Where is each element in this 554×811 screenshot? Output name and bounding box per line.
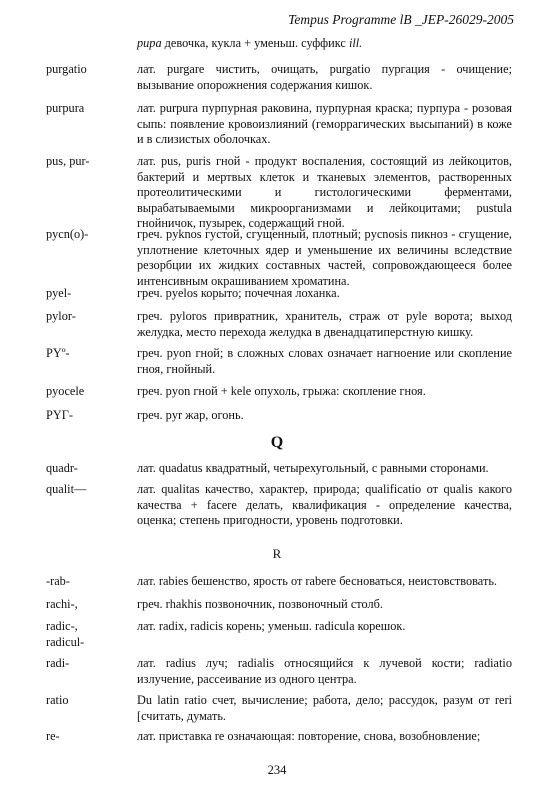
entry-definition: греч. pyr жар, огонь. (137, 408, 244, 422)
entry-term: re- (46, 729, 60, 743)
section-heading-q: Q (270, 434, 284, 451)
entry-definition: греч. rhakhis позвоночник, позвоночный столб. (137, 597, 383, 611)
section-heading-r: R (272, 546, 282, 561)
entry-definition: лат. приставка re означающая: повторение, снова, возобновление; (137, 729, 481, 743)
entry-term: PYГ- (46, 408, 73, 422)
entry-term: quadr- (46, 461, 78, 475)
entry-term: pycn(o)- (46, 227, 89, 241)
entry-term: radic-, radicul- (46, 619, 85, 649)
entry-definition: pupa девочка, кукла + уменьш. суффикс ill. (137, 36, 363, 50)
entry-definition: лат. qualitas качество, характер, природа; qualificatio от qualis какого качества + facere делать, квалификация - определение качества, оценка; степень пригодности, уровень подготовки. (137, 482, 512, 528)
entry-term: pyocele (46, 384, 85, 398)
entry-term: purpura (46, 101, 85, 115)
entry-definition: лат. purgare чистить, очищать, purgatio пургация - очищение; вызывание опорожнения содержания кишок. (137, 62, 512, 92)
entry-term: purgatio (46, 62, 87, 76)
entry-definition: Du latin ratio счет, вычисление; работа, дело; рассудок, разум от reri [считать, думать. (137, 693, 512, 723)
entry-definition: греч. pyelos корыто; почечная лоханка. (137, 286, 340, 300)
entry-term: ratio (46, 693, 69, 707)
entry-definition: греч. pyon гной + kele опухоль, грыжа: скопление гноя. (137, 384, 426, 398)
entry-definition: греч. pyknos густой, сгущенный, плотный; pycnosis пикноз - сгущение, уплотнение клеточных ядер и уменьшение их величины вследствие резорбции их жидких составных частей, сопровождающееся более интенсивным окрашиванием хроматина. (137, 227, 512, 288)
entry-term: pus, pur- (46, 154, 90, 168)
entry-term: pylor- (46, 309, 76, 323)
running-header: Tempus Programme lB _JEP-26029-2005 (288, 12, 514, 27)
entry-definition: лат. quadatus квадратный, четырехугольный, с равными сторонами. (137, 461, 489, 475)
entry-definition: лат. purpura пурпурная раковина, пурпурная краска; пурпура - розовая сыпь: появление кровоизлияний (геморрагических высыпаний) в коже и в слизистых оболочках. (137, 101, 512, 147)
entry-definition: греч. pyloros привратник, хранитель, страж от pyle ворота; выход желудка, место перехода желудка в двенадцатиперстную кишку. (137, 309, 512, 339)
entry-term: pyel- (46, 286, 72, 300)
entry-term: -rab- (46, 574, 70, 588)
page-number: 234 (267, 763, 287, 777)
entry-definition: лат. rabies бешенство, ярость от rabere бесноваться, неистовствовать. (137, 574, 498, 588)
entry-term: radi- (46, 656, 70, 670)
entry-definition: лат. radius луч; radialis относящийся к лучевой кости; radiatio излучение, рассеивание из одного центра. (137, 656, 512, 686)
entry-definition: лат. radix, radicis корень; уменьш. radicula корешок. (137, 619, 406, 633)
entry-definition: греч. pyon гной; в сложных словах означает нагноение или скопление гноя, гнойный. (137, 346, 512, 376)
entry-term: rachi-, (46, 597, 78, 611)
entry-term: qualit— (46, 482, 87, 496)
entry-term: PYº- (46, 346, 70, 360)
entry-definition: лат. pus, puris гной - продукт воспаления, состоящий из лейкоцитов, бактерий и мертвых клеток и тканевых элементов, растворенных протеолитическими и гистологическими ферментами, вырабатываемыми микроорганизмами и лейкоцитами; pustula гнойничок, пузырек, содержащий гной. (137, 154, 512, 231)
